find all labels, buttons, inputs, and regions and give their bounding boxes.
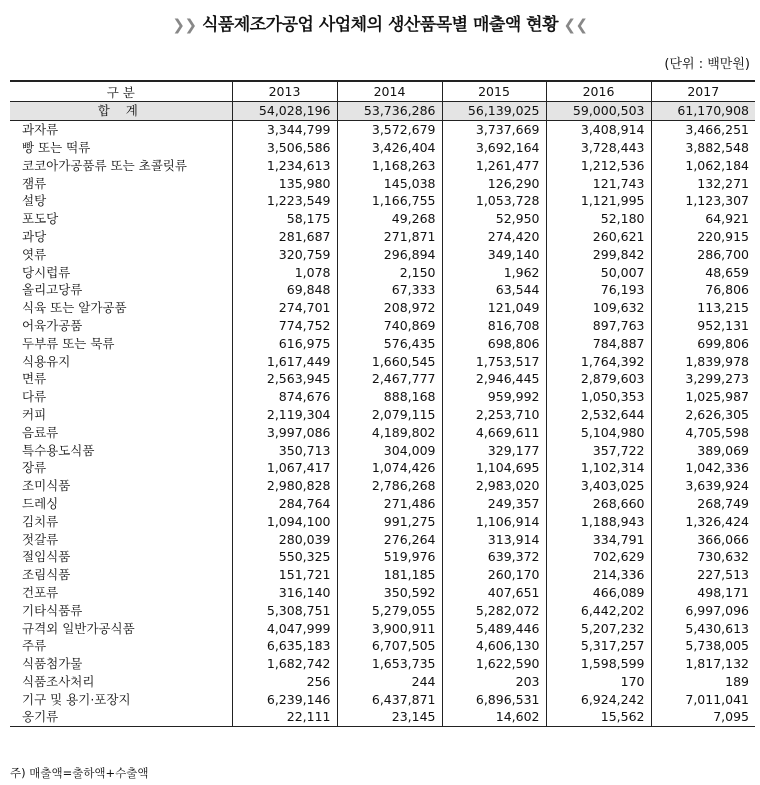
table-cell: 5,308,751: [232, 601, 337, 619]
footnote: 주) 매출액=출하액+수출액: [10, 766, 149, 780]
table-cell: 220,915: [651, 228, 755, 246]
row-label: 옹기류: [10, 708, 232, 726]
row-label: 당시럽류: [22, 264, 71, 280]
table-row: [10, 406, 755, 424]
row-label: 커피: [22, 406, 47, 422]
unit-label: (단위 : 백만원): [664, 57, 750, 72]
table-cell: 304,009: [337, 441, 442, 459]
table-cell: 76,806: [651, 281, 755, 299]
table-cell: 1,074,426: [337, 459, 442, 477]
table-cell: 784,887: [546, 334, 651, 352]
table-row: [10, 584, 755, 602]
table-cell: 109,632: [546, 299, 651, 317]
row-label: 조미식품: [22, 478, 71, 494]
table-cell: 1,622,590: [442, 655, 546, 673]
table-cell: 58,175: [232, 210, 337, 228]
table-cell: 260,621: [546, 228, 651, 246]
table-cell: 1,067,417: [232, 459, 337, 477]
row-label: 식품첨가물: [22, 656, 83, 672]
table-cell: 281,687: [232, 228, 337, 246]
row-label: 다류: [22, 389, 47, 405]
table-cell: 6,635,183: [232, 637, 337, 655]
table-cell: 350,713: [232, 441, 337, 459]
table-cell: 64,921: [651, 210, 755, 228]
row-label: 설탕: [22, 193, 47, 209]
row-label: 엿류: [22, 246, 47, 262]
table-cell: 2,150: [337, 263, 442, 281]
table-cell: 550,325: [232, 548, 337, 566]
table-cell: 260,170: [442, 566, 546, 584]
table-cell: 284,764: [232, 495, 337, 513]
table-cell: 1,682,742: [232, 655, 337, 673]
table-cell: 280,039: [232, 530, 337, 548]
table-row: [10, 192, 755, 210]
table-cell: 5,207,232: [546, 619, 651, 637]
table-cell: 5,430,613: [651, 619, 755, 637]
table-cell: 1,123,307: [651, 192, 755, 210]
table-cell: 639,372: [442, 548, 546, 566]
table-cell: 334,791: [546, 530, 651, 548]
total-label: 합 계: [10, 102, 232, 121]
row-label: 식용유지: [22, 353, 71, 369]
table-cell: 349,140: [442, 245, 546, 263]
header-year: 2016: [546, 81, 651, 102]
table-cell: 271,871: [337, 228, 442, 246]
table-cell: 1,078: [232, 263, 337, 281]
table-cell: 2,563,945: [232, 370, 337, 388]
row-label: 과당: [22, 228, 47, 244]
table-cell: 698,806: [442, 334, 546, 352]
table-row: [10, 334, 755, 352]
table-row: [10, 423, 755, 441]
table-cell: 3,344,799: [232, 120, 337, 138]
row-label: 드레싱: [22, 495, 59, 511]
table-cell: 274,701: [232, 299, 337, 317]
row-label: 잼류: [22, 175, 47, 191]
table-cell: 3,692,164: [442, 139, 546, 157]
table-cell: 50,007: [546, 263, 651, 281]
total-row: [10, 102, 755, 121]
table-cell: 1,025,987: [651, 388, 755, 406]
table-cell: 6,997,096: [651, 601, 755, 619]
table-cell: 23,145: [337, 708, 442, 726]
table-cell: 52,180: [546, 210, 651, 228]
table-cell: 4,705,598: [651, 423, 755, 441]
table-cell: 1,094,100: [232, 512, 337, 530]
table-cell: 145,038: [337, 174, 442, 192]
table-cell: 1,121,995: [546, 192, 651, 210]
table-row: [10, 370, 755, 388]
total-cell: 53,736,286: [337, 102, 442, 121]
table-cell: 1,660,545: [337, 352, 442, 370]
table-row: [10, 174, 755, 192]
table-cell: 3,426,404: [337, 139, 442, 157]
table-row: [10, 299, 755, 317]
table-cell: 2,983,020: [442, 477, 546, 495]
table-cell: 1,102,314: [546, 459, 651, 477]
total-cell: 61,170,908: [651, 102, 755, 121]
table-cell: 5,489,446: [442, 619, 546, 637]
table-cell: 897,763: [546, 317, 651, 335]
table-cell: 2,980,828: [232, 477, 337, 495]
table-cell: 389,069: [651, 441, 755, 459]
table-cell: 2,253,710: [442, 406, 546, 424]
table-cell: 2,119,304: [232, 406, 337, 424]
table-cell: 214,336: [546, 566, 651, 584]
table-cell: 2,532,644: [546, 406, 651, 424]
table-cell: 22,111: [232, 708, 337, 726]
table-cell: 121,743: [546, 174, 651, 192]
table-cell: 126,290: [442, 174, 546, 192]
table-cell: 5,104,980: [546, 423, 651, 441]
row-label: 장류: [22, 460, 47, 476]
table-row: [10, 156, 755, 174]
table-cell: 67,333: [337, 281, 442, 299]
table-cell: 4,606,130: [442, 637, 546, 655]
table-cell: 6,896,531: [442, 690, 546, 708]
table-cell: 1,223,549: [232, 192, 337, 210]
table-cell: 4,669,611: [442, 423, 546, 441]
table-row: [10, 690, 755, 708]
table-cell: 320,759: [232, 245, 337, 263]
table-cell: 203: [442, 673, 546, 691]
row-label: 기구 및 용기·포장지: [22, 691, 131, 707]
table-cell: 1,166,755: [337, 192, 442, 210]
table-cell: 48,659: [651, 263, 755, 281]
row-label: 건포류: [22, 584, 59, 600]
row-label: 주류: [22, 638, 47, 654]
table-cell: 6,239,146: [232, 690, 337, 708]
page-title: [0, 10, 760, 35]
row-label: 어육가공품: [22, 317, 83, 333]
table-cell: 6,707,505: [337, 637, 442, 655]
table-cell: 7,011,041: [651, 690, 755, 708]
row-label: 식육 또는 알가공품: [22, 300, 127, 316]
row-label: 과자류: [22, 122, 59, 138]
table-cell: 1,104,695: [442, 459, 546, 477]
table-row: [10, 619, 755, 637]
header-year: 2015: [442, 81, 546, 102]
table-cell: 170: [546, 673, 651, 691]
table-row: [10, 245, 755, 263]
table-cell: 466,089: [546, 584, 651, 602]
table-cell: 1,234,613: [232, 156, 337, 174]
table-cell: 4,189,802: [337, 423, 442, 441]
table-cell: 1,617,449: [232, 352, 337, 370]
table-cell: 268,749: [651, 495, 755, 513]
table-cell: 256: [232, 673, 337, 691]
row-label: 절임식품: [22, 549, 71, 565]
table-cell: 1,261,477: [442, 156, 546, 174]
table-cell: 3,737,669: [442, 120, 546, 138]
table-cell: 3,299,273: [651, 370, 755, 388]
table-cell: 2,946,445: [442, 370, 546, 388]
row-label: 음료류: [22, 424, 59, 440]
table-cell: 189: [651, 673, 755, 691]
table-cell: 1,753,517: [442, 352, 546, 370]
row-label: 젓갈류: [22, 531, 59, 547]
table-cell: 3,466,251: [651, 120, 755, 138]
table-cell: 276,264: [337, 530, 442, 548]
table-row: [10, 601, 755, 619]
table-row: [10, 530, 755, 548]
table-cell: 69,848: [232, 281, 337, 299]
table-cell: 350,592: [337, 584, 442, 602]
table-cell: 366,066: [651, 530, 755, 548]
table-cell: 888,168: [337, 388, 442, 406]
table-cell: 816,708: [442, 317, 546, 335]
table-cell: 181,185: [337, 566, 442, 584]
total-cell: 54,028,196: [232, 102, 337, 121]
table-cell: 2,626,305: [651, 406, 755, 424]
table-cell: 3,403,025: [546, 477, 651, 495]
table-cell: 959,992: [442, 388, 546, 406]
table-row: [10, 281, 755, 299]
table-cell: 519,976: [337, 548, 442, 566]
table-cell: 49,268: [337, 210, 442, 228]
table-cell: 1,168,263: [337, 156, 442, 174]
title-left-chevrons-icon: ❯❯: [172, 16, 197, 34]
row-label: 김치류: [22, 513, 59, 529]
table-cell: 286,700: [651, 245, 755, 263]
table-cell: 4,047,999: [232, 619, 337, 637]
table-row: [10, 210, 755, 228]
table-row: [10, 139, 755, 157]
table-cell: 208,972: [337, 299, 442, 317]
table-cell: 407,651: [442, 584, 546, 602]
table-cell: 3,506,586: [232, 139, 337, 157]
total-cell: 59,000,503: [546, 102, 651, 121]
table-cell: 1,106,914: [442, 512, 546, 530]
table-cell: 76,193: [546, 281, 651, 299]
table-cell: 2,467,777: [337, 370, 442, 388]
table-cell: 702,629: [546, 548, 651, 566]
table-cell: 1,188,943: [546, 512, 651, 530]
title-text: 식품제조가공업 사업체의 생산품목별 매출액 현황: [201, 15, 559, 35]
table-cell: 7,095: [651, 708, 755, 726]
table-row: [10, 477, 755, 495]
table-cell: 3,728,443: [546, 139, 651, 157]
table-cell: 268,660: [546, 495, 651, 513]
table-cell: 249,357: [442, 495, 546, 513]
table-cell: 1,062,184: [651, 156, 755, 174]
table-row: [10, 637, 755, 655]
table-cell: 740,869: [337, 317, 442, 335]
table-cell: 1,326,424: [651, 512, 755, 530]
table-cell: 1,212,536: [546, 156, 651, 174]
table-cell: 121,049: [442, 299, 546, 317]
table-cell: 296,894: [337, 245, 442, 263]
table-cell: 3,572,679: [337, 120, 442, 138]
table-cell: 271,486: [337, 495, 442, 513]
table-cell: 1,653,735: [337, 655, 442, 673]
table-row: [10, 566, 755, 584]
table-cell: 3,408,914: [546, 120, 651, 138]
header-year: 2014: [337, 81, 442, 102]
table-cell: 730,632: [651, 548, 755, 566]
table-row: [10, 352, 755, 370]
table-cell: 1,764,392: [546, 352, 651, 370]
table-row: [10, 441, 755, 459]
table-cell: 3,900,911: [337, 619, 442, 637]
table-cell: 15,562: [546, 708, 651, 726]
table-cell: 274,420: [442, 228, 546, 246]
table-cell: 329,177: [442, 441, 546, 459]
header-year: 2013: [232, 81, 337, 102]
table-row: [10, 263, 755, 281]
table-cell: 1,042,336: [651, 459, 755, 477]
table-cell: 2,079,115: [337, 406, 442, 424]
table-cell: 1,053,728: [442, 192, 546, 210]
row-label: 코코아가공품류 또는 초콜릿류: [22, 157, 187, 173]
sales-table: [10, 80, 755, 727]
table-cell: 151,721: [232, 566, 337, 584]
table-cell: 3,882,548: [651, 139, 755, 157]
table-cell: 113,215: [651, 299, 755, 317]
table-cell: 498,171: [651, 584, 755, 602]
table-cell: 2,879,603: [546, 370, 651, 388]
header-row: [10, 81, 755, 102]
table-cell: 1,050,353: [546, 388, 651, 406]
table-cell: 299,842: [546, 245, 651, 263]
table-row: [10, 655, 755, 673]
table-row: [10, 317, 755, 335]
table-cell: 5,282,072: [442, 601, 546, 619]
row-label: 조림식품: [22, 567, 71, 583]
table-cell: 576,435: [337, 334, 442, 352]
table-cell: 6,437,871: [337, 690, 442, 708]
row-label: 규격외 일반가공식품: [22, 620, 135, 636]
row-label: 포도당: [22, 211, 59, 227]
table-cell: 52,950: [442, 210, 546, 228]
table-cell: 132,271: [651, 174, 755, 192]
table-cell: 316,140: [232, 584, 337, 602]
header-year: 2017: [651, 81, 755, 102]
table-row: [10, 228, 755, 246]
table-row: [10, 548, 755, 566]
table-cell: 1,839,978: [651, 352, 755, 370]
table-cell: 1,598,599: [546, 655, 651, 673]
table-cell: 1,817,132: [651, 655, 755, 673]
table-cell: 774,752: [232, 317, 337, 335]
row-label: 두부류 또는 묵류: [22, 335, 115, 351]
table-cell: 6,924,242: [546, 690, 651, 708]
table-cell: 1,962: [442, 263, 546, 281]
table-cell: 14,602: [442, 708, 546, 726]
table-cell: 244: [337, 673, 442, 691]
row-label: 식품조사처리: [22, 673, 95, 689]
table-cell: 3,997,086: [232, 423, 337, 441]
table-row: [10, 459, 755, 477]
table-cell: 6,442,202: [546, 601, 651, 619]
row-label: 특수용도식품: [22, 442, 95, 458]
table-cell: 2,786,268: [337, 477, 442, 495]
table-row: [10, 708, 755, 726]
table-row: [10, 388, 755, 406]
table-cell: 5,279,055: [337, 601, 442, 619]
table-row: [10, 120, 755, 138]
table-cell: 5,317,257: [546, 637, 651, 655]
table-cell: 3,639,924: [651, 477, 755, 495]
table-row: [10, 495, 755, 513]
table-cell: 313,914: [442, 530, 546, 548]
table-cell: 874,676: [232, 388, 337, 406]
table-cell: 227,513: [651, 566, 755, 584]
row-label: 면류: [22, 371, 47, 387]
table-cell: 952,131: [651, 317, 755, 335]
table-cell: 5,738,005: [651, 637, 755, 655]
table-cell: 357,722: [546, 441, 651, 459]
title-right-chevrons-icon: ❮❮: [563, 16, 588, 34]
table-row: [10, 673, 755, 691]
table-cell: 135,980: [232, 174, 337, 192]
table-cell: 991,275: [337, 512, 442, 530]
row-label: 올리고당류: [22, 282, 83, 298]
table-cell: 699,806: [651, 334, 755, 352]
table-row: [10, 512, 755, 530]
table-cell: 63,544: [442, 281, 546, 299]
row-label: 기타식품류: [22, 602, 83, 618]
header-category: 구 분: [10, 81, 232, 102]
total-cell: 56,139,025: [442, 102, 546, 121]
table-cell: 616,975: [232, 334, 337, 352]
row-label: 빵 또는 떡류: [22, 139, 91, 155]
